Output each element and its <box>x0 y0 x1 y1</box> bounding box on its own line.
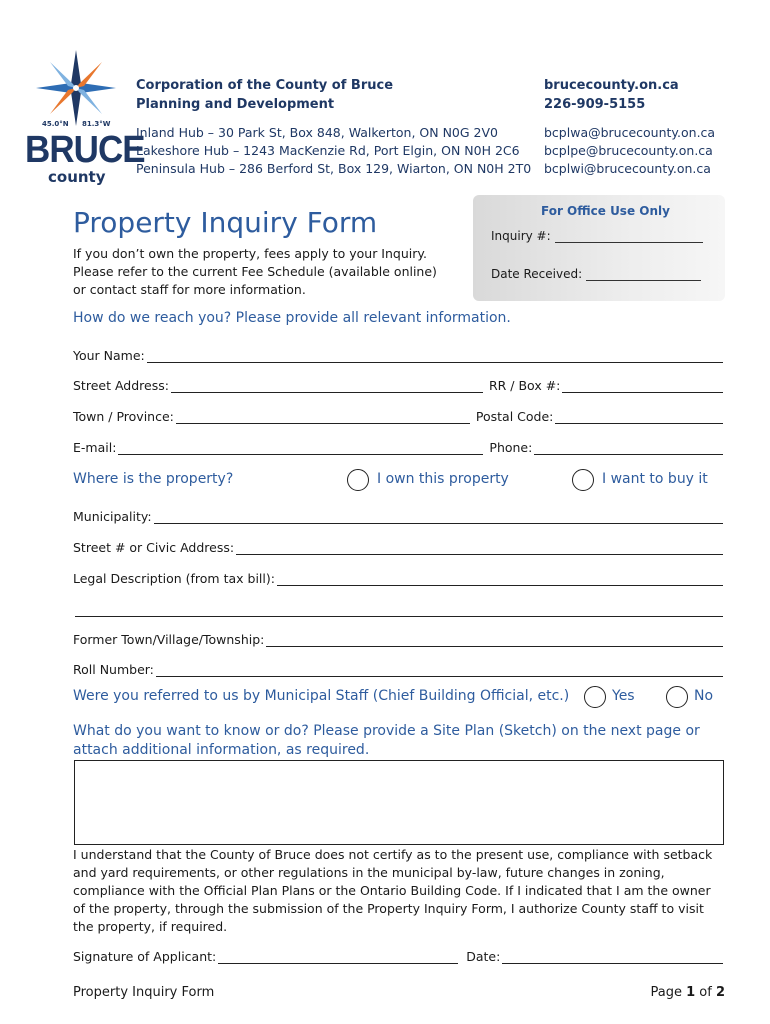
logo-latitude: 45.0°N <box>42 120 69 128</box>
disclaimer-line-3: compliance with the Official Plan Plans or the Ontario Building Code. If I indicated that I am the owner <box>73 883 711 898</box>
disclaimer-line-1: I understand that the County of Bruce does not certify as to the present use, compliance with setback <box>73 847 713 862</box>
street-address-label: Street Address: <box>73 378 169 393</box>
logo-bruce-word: BRUCE <box>25 129 145 171</box>
inquiry-number-label: Inquiry #: <box>491 229 551 243</box>
compass-star-icon <box>28 48 128 128</box>
disclaimer-text <box>73 846 712 936</box>
hub-lakeshore-address: Lakeshore Hub – 1243 MacKenzie Rd, Port Elgin, ON N0H 2C6 <box>136 143 520 158</box>
referral-no-radio[interactable] <box>666 686 688 708</box>
contact-section-heading: How do we reach you? Please provide all relevant information. <box>73 310 511 326</box>
legal-description-field-2[interactable] <box>75 605 723 617</box>
hub-lakeshore-email[interactable]: bcplpe@brucecounty.on.ca <box>544 143 713 158</box>
roll-number-label: Roll Number: <box>73 662 154 677</box>
signature-date-field[interactable] <box>502 952 723 964</box>
legal-description-row <box>73 568 725 586</box>
footer-page-word: Page <box>650 985 682 1000</box>
civic-address-row <box>73 537 725 555</box>
municipality-field[interactable] <box>154 512 723 524</box>
intro-line-2: Please refer to the current Fee Schedule (available online) <box>73 264 437 279</box>
buy-property-radio[interactable] <box>572 469 594 491</box>
your-name-field[interactable] <box>147 351 723 363</box>
hub-emails <box>544 124 715 178</box>
municipality-row <box>73 506 725 524</box>
website-link[interactable]: brucecounty.on.ca <box>544 78 679 93</box>
town-province-label: Town / Province: <box>73 409 174 424</box>
footer-page-total: 2 <box>715 985 725 1000</box>
request-line-1: What do you want to know or do? Please provide a Site Plan (Sketch) on the next page or <box>73 723 700 739</box>
former-town-row <box>73 629 725 647</box>
town-province-field[interactable] <box>176 412 470 424</box>
former-town-label: Former Town/Village/Township: <box>73 632 265 647</box>
page-title: Property Inquiry Form <box>73 206 378 239</box>
former-town-field[interactable] <box>266 635 723 647</box>
request-line-2: attach additional information, as required. <box>73 742 370 758</box>
org-contact <box>544 76 679 114</box>
signature-field[interactable] <box>218 952 458 964</box>
request-details-textbox[interactable] <box>74 760 724 845</box>
own-property-radio[interactable] <box>347 469 369 491</box>
email-field[interactable] <box>118 443 483 455</box>
signature-row <box>73 946 725 964</box>
civic-address-label: Street # or Civic Address: <box>73 540 235 555</box>
date-received-line[interactable] <box>586 270 701 281</box>
referral-no-label: No <box>694 688 714 704</box>
civic-address-field[interactable] <box>236 543 723 555</box>
hub-addresses <box>136 124 531 178</box>
hub-peninsula-email[interactable]: bcplwi@brucecounty.on.ca <box>544 161 711 176</box>
office-use-box <box>473 195 725 301</box>
inquiry-number-line[interactable] <box>555 232 703 243</box>
hub-inland-email[interactable]: bcplwa@brucecounty.on.ca <box>544 125 716 140</box>
legal-description-continued-row <box>73 599 725 617</box>
intro-text <box>73 245 437 299</box>
footer-page-current: 1 <box>686 985 696 1000</box>
referral-yes-label: Yes <box>612 688 635 704</box>
property-section-heading: Where is the property? <box>73 471 234 487</box>
footer-of-word: of <box>699 985 712 1000</box>
town-province-row <box>73 406 725 424</box>
buy-property-label: I want to buy it <box>602 471 708 487</box>
rr-box-label: RR / Box #: <box>488 378 561 393</box>
your-name-label: Your Name: <box>73 348 145 363</box>
street-address-field[interactable] <box>171 381 483 393</box>
phone-field[interactable] <box>534 443 723 455</box>
roll-number-field[interactable] <box>156 665 723 677</box>
logo-county-word: county <box>48 168 106 186</box>
postal-code-label: Postal Code: <box>475 409 554 424</box>
org-name <box>136 76 393 114</box>
hub-inland-address: Inland Hub – 30 Park St, Box 848, Walkerton, ON N0G 2V0 <box>136 125 499 140</box>
footer-page-number <box>650 985 725 1000</box>
municipality-label: Municipality: <box>73 509 152 524</box>
signature-label: Signature of Applicant: <box>73 949 217 964</box>
intro-line-3: or contact staff for more information. <box>73 282 306 297</box>
disclaimer-line-2: and yard requirements, or other regulations in the municipal by-law, future changes in zoning, <box>73 865 665 880</box>
referral-question: Were you referred to us by Municipal Staff (Chief Building Official, etc.) <box>73 688 570 704</box>
date-received-row <box>491 267 701 281</box>
referral-yes-radio[interactable] <box>584 686 606 708</box>
office-use-heading: For Office Use Only <box>541 204 670 218</box>
email-phone-row <box>73 437 725 455</box>
signature-date-label: Date: <box>466 949 501 964</box>
intro-line-1: If you don’t own the property, fees apply to your Inquiry. <box>73 246 427 261</box>
roll-number-row <box>73 659 725 677</box>
hub-peninsula-address: Peninsula Hub – 286 Berford St, Box 129, Wiarton, ON N0H 2T0 <box>136 161 532 176</box>
your-name-row <box>73 345 725 363</box>
legal-description-label: Legal Description (from tax bill): <box>73 571 275 586</box>
date-received-label: Date Received: <box>491 267 583 281</box>
org-line2: Planning and Development <box>136 97 335 112</box>
org-line1: Corporation of the County of Bruce <box>136 78 394 93</box>
legal-description-field[interactable] <box>277 574 723 586</box>
org-phone: 226-909-5155 <box>544 97 646 112</box>
disclaimer-line-4: of the property, through the submission of the Property Inquiry Form, I authorize County staff to visit <box>73 901 704 916</box>
email-label: E-mail: <box>73 440 117 455</box>
postal-code-field[interactable] <box>555 412 723 424</box>
bruce-county-logo <box>25 48 145 190</box>
phone-label: Phone: <box>489 440 533 455</box>
request-heading <box>73 722 700 760</box>
inquiry-number-row <box>491 229 703 243</box>
own-property-label: I own this property <box>377 471 509 487</box>
street-address-row <box>73 375 725 393</box>
disclaimer-line-5: the property, if required. <box>73 919 228 934</box>
logo-longitude: 81.3°W <box>82 120 111 128</box>
footer-form-name: Property Inquiry Form <box>73 985 215 1000</box>
rr-box-field[interactable] <box>562 381 723 393</box>
